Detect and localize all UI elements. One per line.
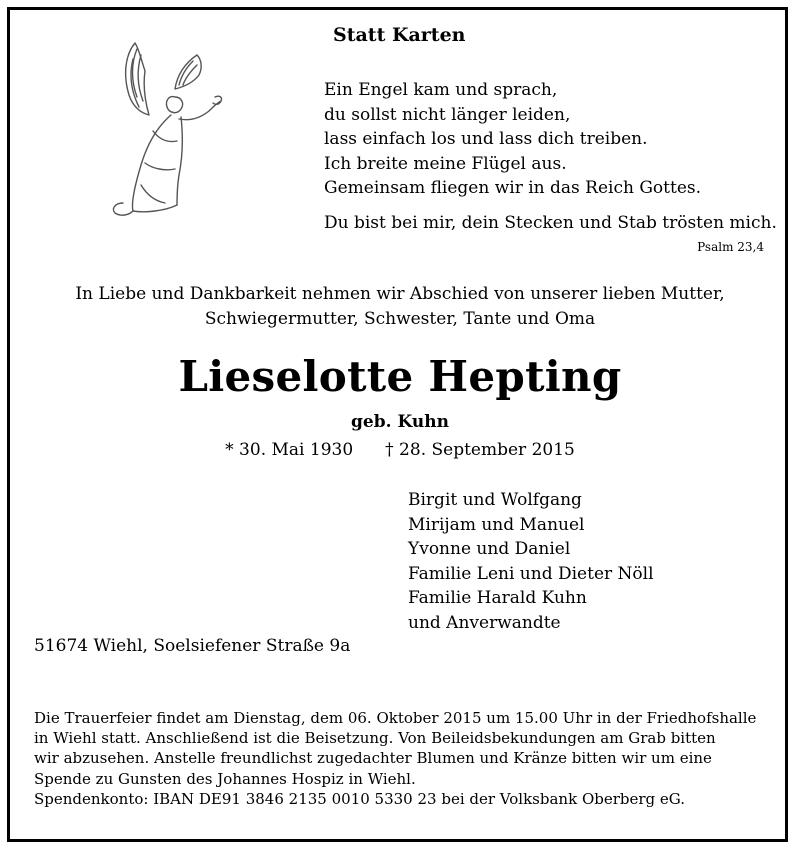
family-address: 51674 Wiehl, Soelsiefener Straße 9a bbox=[34, 636, 351, 656]
poem-line: lass einfach los und lass dich treiben. bbox=[324, 129, 648, 150]
notice-line: in Wiehl statt. Anschließend ist die Beisetzung. Von Beileidsbekundungen am Grab bitten bbox=[34, 729, 716, 748]
notice-line: Die Trauerfeier findet am Dienstag, dem 06. Oktober 2015 um 15.00 Uhr in der Friedhofshalle bbox=[34, 709, 757, 727]
mourner-item: Birgit und Wolfgang bbox=[408, 490, 582, 510]
mourner-item: Familie Harald Kuhn bbox=[408, 588, 587, 608]
poem bbox=[324, 78, 701, 201]
poem-line: Ein Engel kam und sprach, bbox=[324, 80, 558, 100]
intro-text bbox=[0, 282, 800, 332]
angel-sketch-icon bbox=[85, 35, 235, 225]
mourner-item: Familie Leni und Dieter Nöll bbox=[408, 563, 654, 584]
deceased-name: Lieselotte Hepting bbox=[178, 352, 622, 401]
intro-line: In Liebe und Dankbarkeit nehmen wir Abschied von unserer lieben Mutter, bbox=[75, 284, 725, 304]
notice-line: wir abzusehen. Anstelle freundlichst zugedachter Blumen und Kränze bitten wir um eine bbox=[34, 749, 712, 768]
intro-line: Schwiegermutter, Schwester, Tante und Oma bbox=[204, 309, 596, 329]
death-date: † 28. September 2015 bbox=[385, 440, 575, 460]
mourner-item: Yvonne und Daniel bbox=[408, 539, 571, 559]
verse-reference: Psalm 23,4 bbox=[697, 240, 764, 254]
notice-line: Spendenkonto: IBAN DE91 3846 2135 0010 5330 23 bei der Volksbank Oberberg eG. bbox=[34, 789, 685, 808]
poem-line: Ich breite meine Flügel aus. bbox=[324, 153, 567, 174]
bible-verse: Du bist bei mir, dein Stecken und Stab trösten mich. bbox=[324, 213, 777, 233]
poem-line: du sollst nicht länger leiden, bbox=[324, 104, 571, 125]
mourners-list bbox=[408, 488, 654, 635]
notice-line: Spende zu Gunsten des Johannes Hospiz in Wiehl. bbox=[34, 769, 416, 788]
life-dates bbox=[0, 440, 800, 460]
birth-name: geb. Kuhn bbox=[351, 412, 449, 432]
birth-date: * 30. Mai 1930 bbox=[225, 440, 354, 460]
poem-line: Gemeinsam fliegen wir in das Reich Gottes. bbox=[324, 178, 702, 199]
mourner-item: Mirijam und Manuel bbox=[408, 514, 585, 535]
funeral-notice bbox=[34, 708, 756, 809]
mourner-item: und Anverwandte bbox=[408, 612, 561, 633]
heading-statt-karten: Statt Karten bbox=[333, 24, 466, 46]
